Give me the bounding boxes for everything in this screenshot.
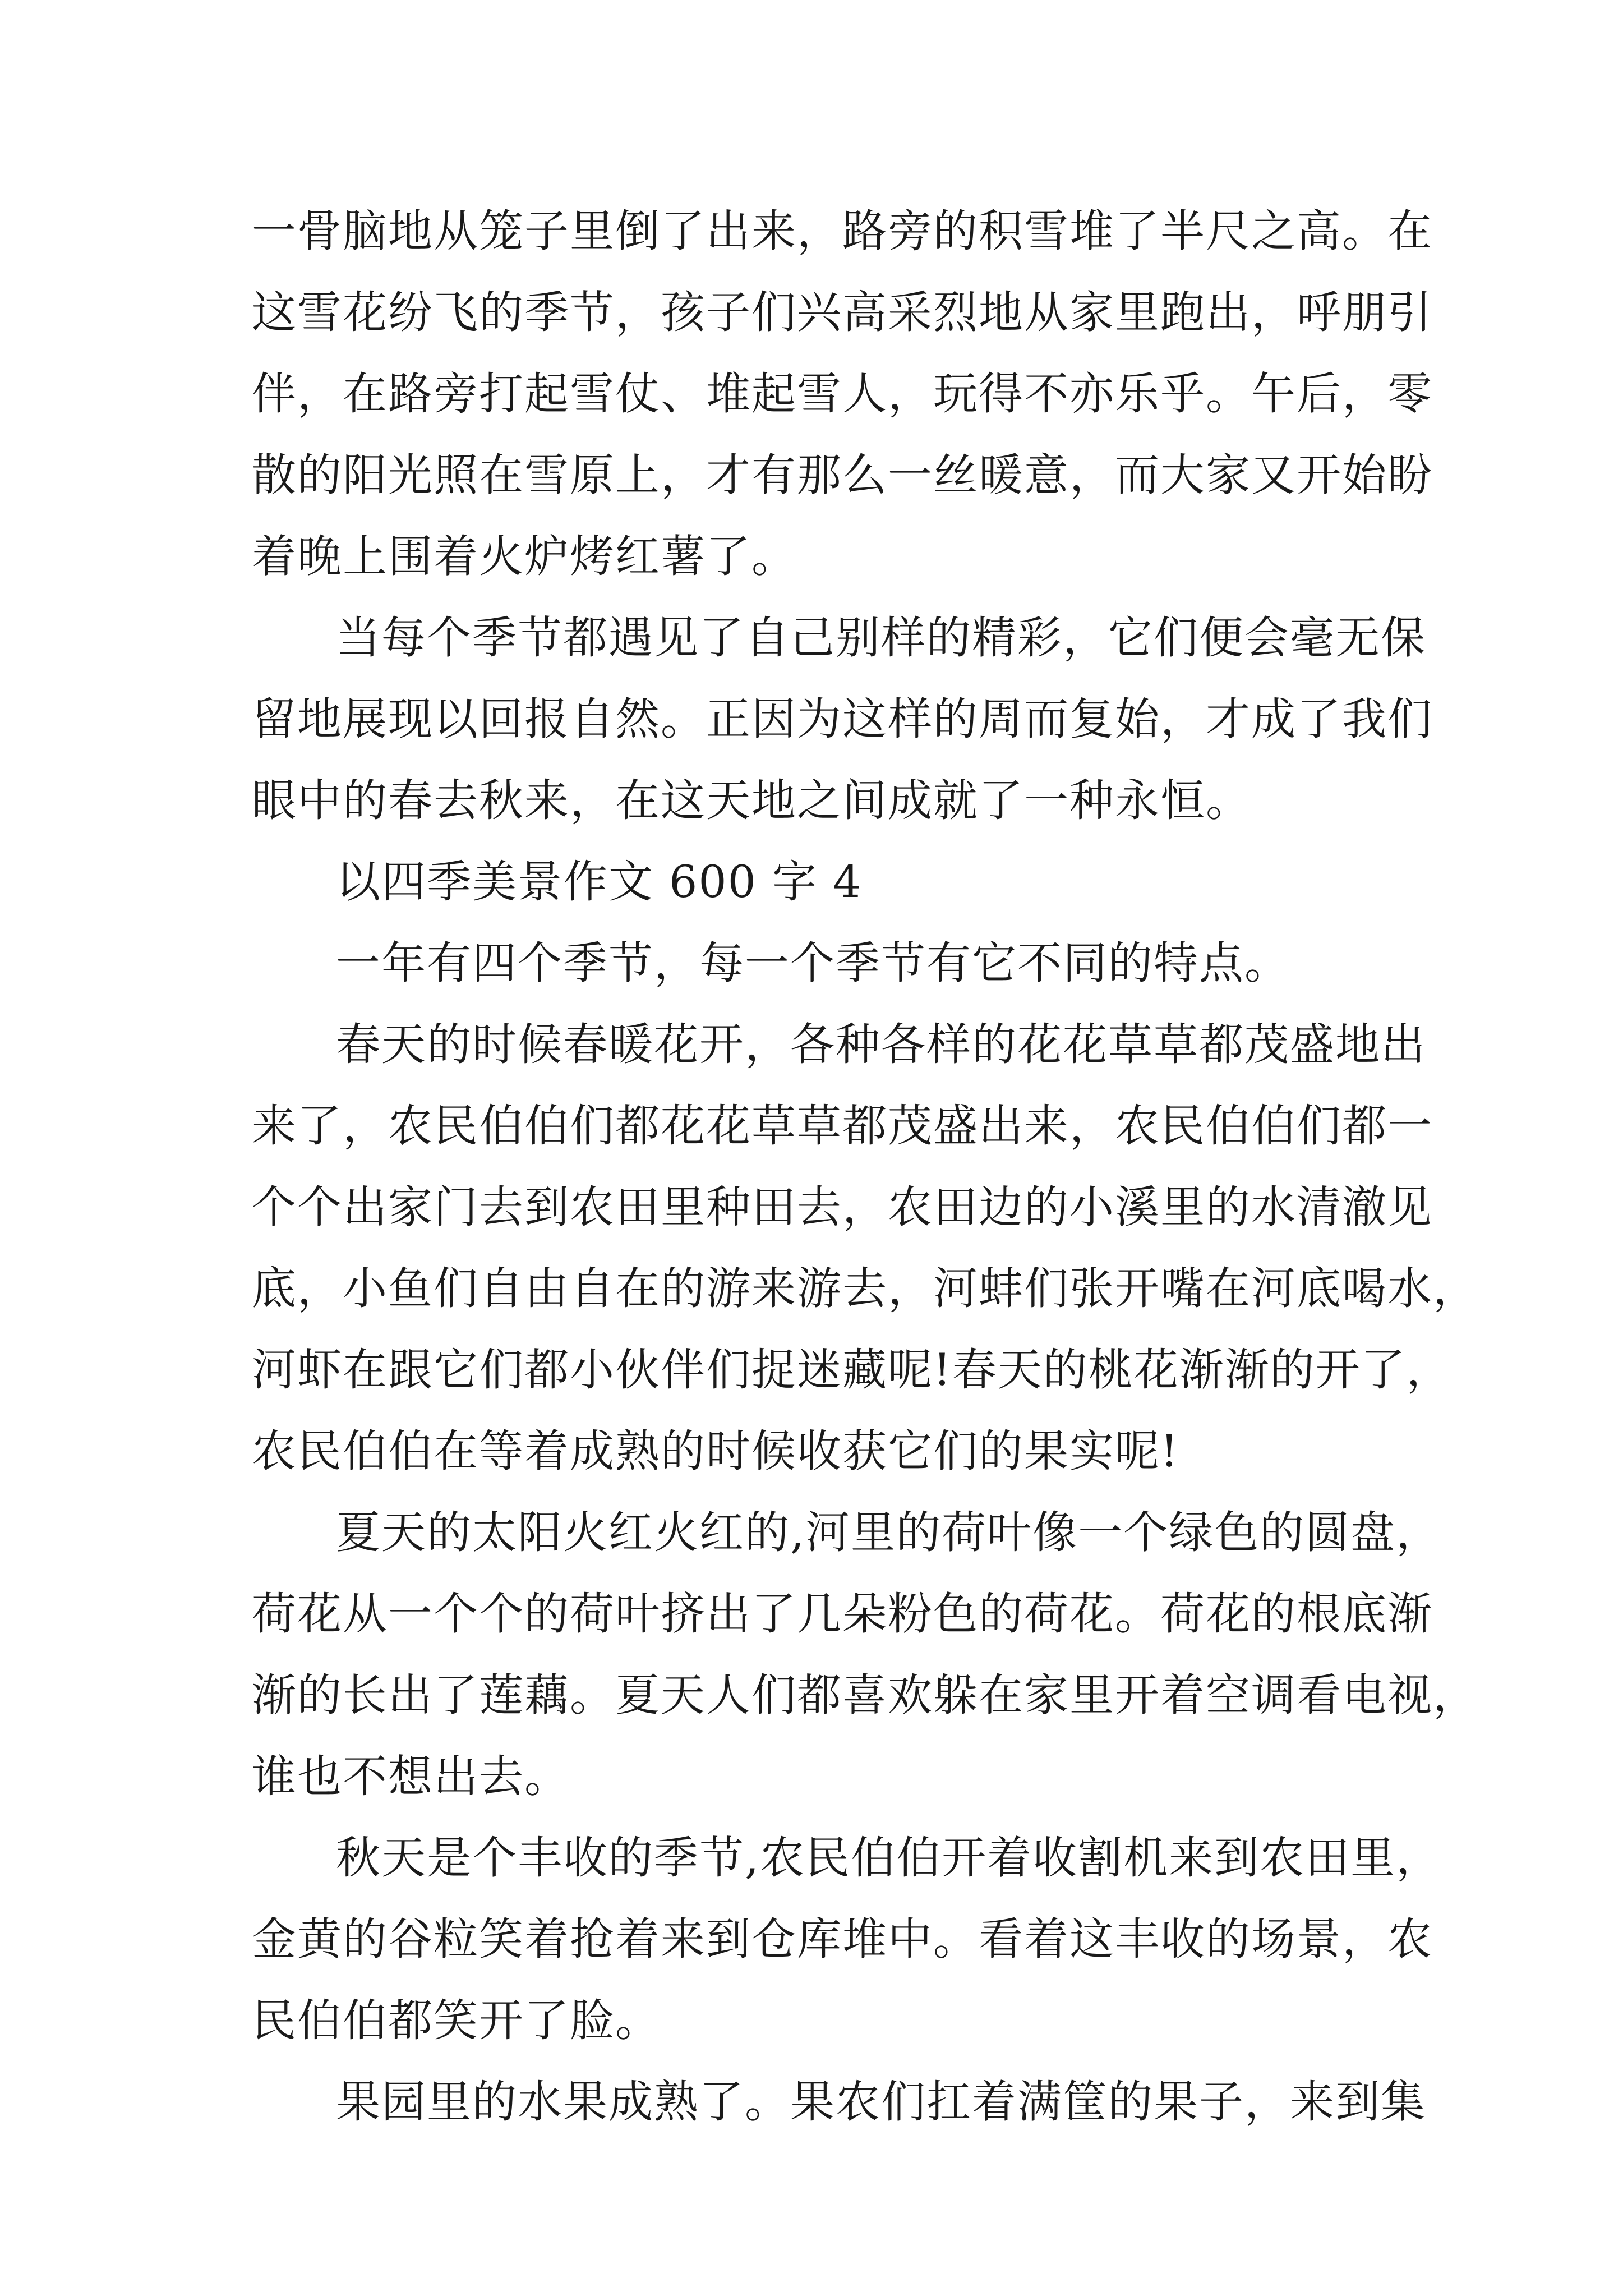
paragraph-start-line: 春天的时候春暖花开，各种各样的花花草草都茂盛地出 (336, 1019, 1426, 1070)
text-line: 金黄的谷粒笑着抢着来到仓库堆中。看着这丰收的场景，农 (252, 1913, 1433, 1965)
text-line: 眼中的春去秋来，在这天地之间成就了一种永恒。 (252, 775, 1251, 826)
paragraph-start-line: 当每个季节都遇见了自己别样的精彩，它们便会毫无保 (336, 612, 1426, 664)
paragraph-start-line: 秋天是个丰收的季节,农民伯伯开着收割机来到农田里， (336, 1832, 1442, 1884)
text-line: 伴，在路旁打起雪仗、堆起雪人，玩得不亦乐乎。午后，零 (252, 368, 1433, 420)
text-line: 留地展现以回报自然。正因为这样的周而复始，才成了我们 (252, 693, 1433, 745)
text-line: 一骨脑地从笼子里倒了出来，路旁的积雪堆了半尺之高。在 (252, 205, 1433, 257)
document-body (252, 191, 1478, 2143)
text-line: 荷花从一个个的荷叶挤出了几朵粉色的荷花。荷花的根底渐 (252, 1588, 1433, 1640)
text-line: 谁也不想出去。 (252, 1751, 570, 1802)
text-line: 这雪花纷飞的季节，孩子们兴高采烈地从家里跑出，呼朋引 (252, 287, 1433, 338)
text-line: 来了，农民伯伯们都花花草草都茂盛出来，农民伯伯们都一 (252, 1100, 1433, 1152)
text-line: 河虾在跟它们都小伙伴们捉迷藏呢!春天的桃花渐渐的开了， (252, 1344, 1452, 1396)
text-line: 散的阳光照在雪原上，才有那么一丝暖意，而大家又开始盼 (252, 449, 1433, 501)
section-heading: 以四季美景作文 600 字 4 (336, 856, 863, 908)
text-line: 个个出家门去到农田里种田去，农田边的小溪里的水清澈见 (252, 1181, 1433, 1233)
paragraph-start-line: 夏天的太阳火红火红的,河里的荷叶像一个绿色的圆盘， (336, 1507, 1442, 1558)
text-line: 民伯伯都笑开了脸。 (252, 1995, 661, 2046)
paragraph-start-line: 一年有四个季节，每一个季节有它不同的特点。 (336, 937, 1290, 989)
paragraph-start-line: 果园里的水果成熟了。果农们扛着满筐的果子，来到集 (336, 2076, 1426, 2128)
text-line: 渐的长出了莲藕。夏天人们都喜欢躲在家里开着空调看电视， (252, 1669, 1478, 1721)
text-line: 农民伯伯在等着成熟的时候收获它们的果实呢! (252, 1425, 1179, 1477)
text-line: 底，小鱼们自由自在的游来游去，河蚌们张开嘴在河底喝水， (252, 1263, 1478, 1314)
text-line: 着晚上围着火炉烤红薯了。 (252, 531, 797, 582)
